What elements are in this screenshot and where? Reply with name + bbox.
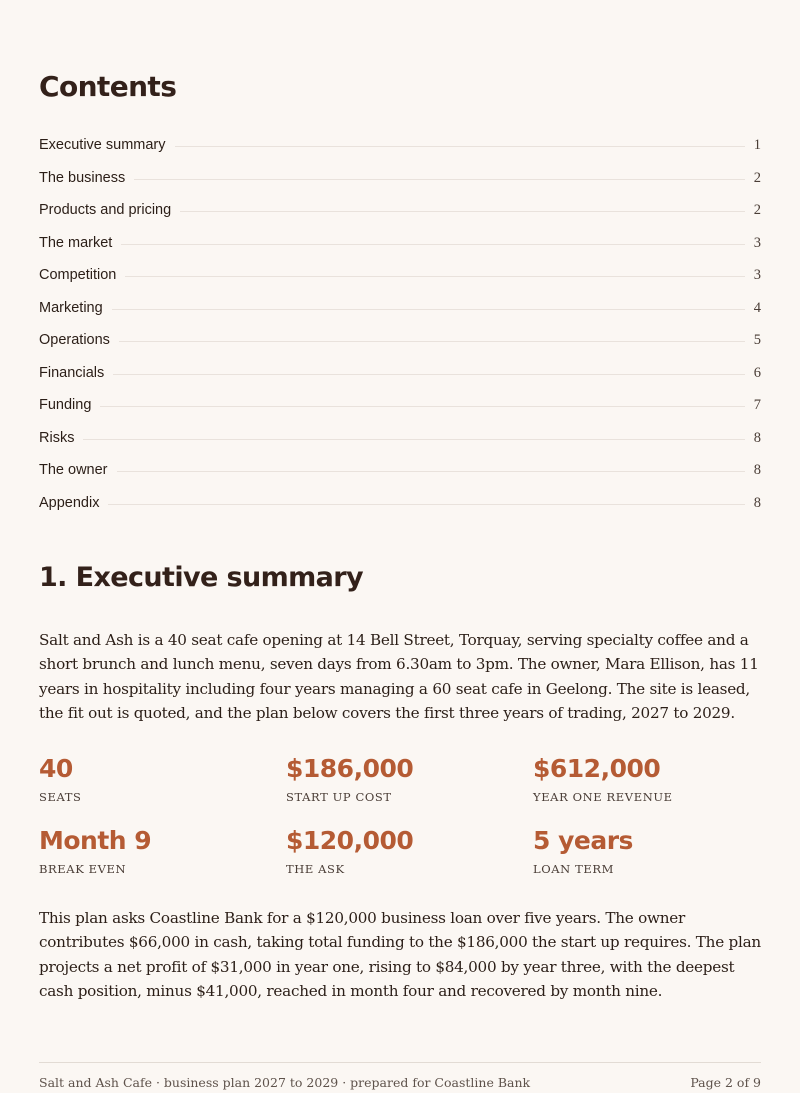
toc-item-page: 4 <box>753 299 761 316</box>
footer-document-info: Salt and Ash Cafe · business plan 2027 to 2029 · prepared for Coastline Bank <box>39 1075 531 1090</box>
toc-leader-line <box>100 406 745 407</box>
toc-item-financials[interactable] <box>39 365 761 398</box>
toc-item-label: Marketing <box>39 299 103 316</box>
toc-item-the-owner[interactable] <box>39 462 761 495</box>
toc-item-funding[interactable] <box>39 397 761 430</box>
toc-item-label: The owner <box>39 462 108 478</box>
toc-item-label: The market <box>39 234 113 251</box>
toc-leader-line <box>125 276 745 277</box>
stat-label: START UP COST <box>286 790 392 804</box>
toc-item-page: 3 <box>753 234 761 251</box>
stat-value: 5 years <box>533 826 633 855</box>
toc-item-the-market[interactable] <box>39 235 761 268</box>
executive-summary-heading: 1. Executive summary <box>39 562 364 593</box>
stat-break-even <box>39 824 286 896</box>
stat-seats <box>39 752 286 824</box>
stat-value: Month 9 <box>39 826 152 855</box>
toc-item-products-and-pricing[interactable] <box>39 202 761 235</box>
toc-item-page: 8 <box>753 429 761 446</box>
stat-label: YEAR ONE REVENUE <box>533 790 673 804</box>
toc-item-competition[interactable] <box>39 267 761 300</box>
toc-item-page: 5 <box>753 332 761 348</box>
toc-item-page: 6 <box>753 364 761 381</box>
funding-ask-paragraph: This plan asks Coastline Bank for a $120,000 business loan over five years. The owner contributes $66,000 in cash, taking total funding to the $186,000 the start up requires. The plan projects a net profit of $31,000 in year one, rising to $84,000 by year three, with the deepest cash position, minus $41,000, reached in month four and recovered by month nine. <box>39 909 761 1000</box>
stat-label: BREAK EVEN <box>39 862 127 876</box>
toc-item-label: Funding <box>39 397 92 413</box>
page-footer <box>39 1062 761 1090</box>
toc-item-label: Products and pricing <box>39 202 172 218</box>
toc-item-label: Executive summary <box>39 137 166 153</box>
toc-leader-line <box>117 471 745 472</box>
toc-leader-line <box>180 211 745 212</box>
toc-item-label: Financials <box>39 364 105 381</box>
toc-item-page: 7 <box>753 397 761 413</box>
stat-value: $120,000 <box>286 826 414 855</box>
toc-leader-line <box>119 341 745 342</box>
footer-page-number: Page 2 of 9 <box>690 1075 761 1090</box>
intro-paragraph: Salt and Ash is a 40 seat cafe opening at 14 Bell Street, Torquay, serving specialty coffee and a short brunch and lunch menu, seven days from 6.30am to 3pm. The owner, Mara Ellison, has 11 years in hospitality including four years managing a 60 seat cafe in Geelong. The site is leased, the fit out is quoted, and the plan below covers the first three years of trading, 2027 to 2029. <box>39 631 759 722</box>
toc-item-risks[interactable] <box>39 430 761 463</box>
toc-item-the-business[interactable] <box>39 170 761 203</box>
table-of-contents <box>39 137 761 527</box>
key-figures-grid <box>39 752 761 896</box>
toc-item-operations[interactable] <box>39 332 761 365</box>
stat-label: THE ASK <box>286 862 345 876</box>
toc-item-label: Operations <box>39 332 110 348</box>
toc-item-label: The business <box>39 169 126 186</box>
toc-leader-line <box>108 504 745 505</box>
stat-the-ask <box>286 824 533 896</box>
toc-item-page: 3 <box>753 267 761 283</box>
stat-label: LOAN TERM <box>533 862 614 876</box>
stat-year-one-revenue <box>533 752 761 824</box>
stat-value: 40 <box>39 754 73 783</box>
stat-value: $186,000 <box>286 754 414 783</box>
stat-label: SEATS <box>39 790 82 804</box>
toc-item-label: Risks <box>39 429 75 446</box>
contents-heading: Contents <box>39 70 177 103</box>
toc-leader-line <box>121 244 745 245</box>
toc-item-appendix[interactable] <box>39 495 761 528</box>
toc-leader-line <box>112 309 745 310</box>
toc-item-page: 1 <box>753 137 761 153</box>
toc-item-marketing[interactable] <box>39 300 761 333</box>
toc-item-label: Appendix <box>39 494 100 511</box>
toc-leader-line <box>113 374 745 375</box>
toc-leader-line <box>83 439 745 440</box>
toc-leader-line <box>134 179 745 180</box>
toc-item-page: 8 <box>753 494 761 511</box>
stat-loan-term <box>533 824 761 896</box>
stat-value: $612,000 <box>533 754 661 783</box>
toc-item-page: 2 <box>753 202 761 218</box>
toc-item-page: 2 <box>753 169 761 186</box>
toc-item-page: 8 <box>753 462 761 478</box>
stat-start-up-cost <box>286 752 533 824</box>
toc-item-executive-summary[interactable] <box>39 137 761 170</box>
toc-leader-line <box>175 146 745 147</box>
toc-item-label: Competition <box>39 267 117 283</box>
